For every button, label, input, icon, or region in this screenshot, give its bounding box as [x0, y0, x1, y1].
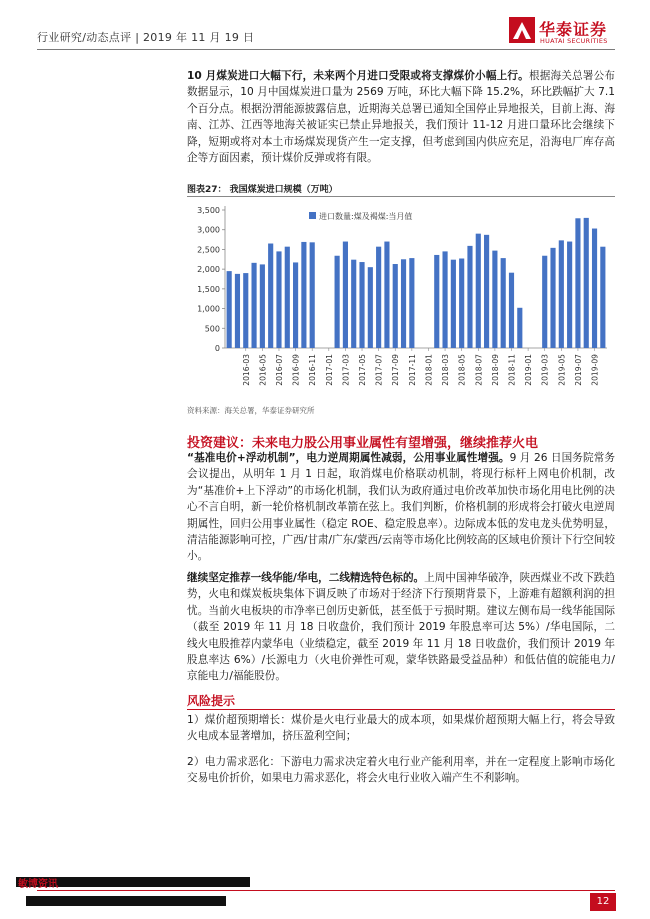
risk-item-2: 2）电力需求恶化：下游电力需求决定着火电行业产能利用率，并在一定程度上影响市场化交易电价折价，如果电力需求恶化，将会火电行业收入端产生不利影响。 [187, 756, 615, 785]
bar [509, 273, 514, 348]
x-tick-label: 2019-05 [557, 354, 567, 386]
bar [517, 308, 522, 348]
y-tick-label: 1,000 [197, 304, 220, 314]
section-investment-title: 投资建议：未来电力股公用事业属性有望增强，继续推荐火电 [187, 436, 539, 451]
footer-divider [37, 890, 615, 891]
header-divider [37, 49, 615, 50]
bar [600, 247, 605, 348]
bar [251, 263, 256, 348]
logo [509, 17, 619, 49]
bar [451, 260, 456, 348]
para-recommend [187, 570, 615, 685]
logo-cn-text: 华泰证券 [539, 20, 608, 39]
bar [409, 258, 414, 348]
bar [351, 260, 356, 348]
bar [442, 251, 447, 348]
x-tick-label: 2018-11 [507, 354, 517, 386]
bar [584, 218, 589, 348]
x-tick-label: 2018-09 [490, 354, 500, 386]
x-tick-label: 2018-03 [441, 354, 451, 386]
bar [260, 264, 265, 348]
figure-source: 资料来源：海关总署，华泰证券研究所 [187, 406, 315, 415]
footer-watermark-text: 敏博资讯 [18, 879, 58, 890]
para-investment-lead: “基准电价+浮动机制”，电力逆周期属性减弱，公用事业属性增强。 [187, 452, 510, 464]
bar [567, 242, 572, 348]
bar [359, 262, 364, 348]
x-tick-label: 2017-09 [391, 354, 401, 386]
bar [476, 234, 481, 348]
x-tick-label: 2018-07 [474, 354, 484, 386]
para-recommend-body: 上周中国神华破净，陕西煤业不改下跌趋势，火电和煤炭板块集体下调反映了市场对于经济下行预期背景下，上游难有超额利润的担忧。当前火电板块的市净率已创历史新低，甚至低于亏损时期。建议左侧布局一线华能国际（截至 2019 年 11 月 18 日收盘价，我们预计 2019 年股息率可达 5%）/华电国际，二线火电股推荐内蒙华电（业绩稳定，截至 2019 年 11 月 18 日收盘价，我们预计 2019 年股息率达 6%）/长源电力（火电价弹性可观，蒙华铁路最受益品种）和低估值的皖能电力/京能电力/福能股份。 [187, 572, 616, 683]
x-tick-label: 2019-07 [573, 354, 583, 386]
para-investment-body: 9 月 26 日国务院常务会议提出，从明年 1 月 1 日起，取消煤电价格联动机制，将现行标杆上网电价机制，改为“基准价+上下浮动”的市场化机制，我们认为政府通过电价改革加快市场化用电比例的决心不言自明，新一轮价格机制改革箭在弦上。我们判断，价格机制的形成将会打破火电逆周期属性，回归公用事业属性（稳定 ROE、稳定股息率）。边际成本低的发电龙头优势明显，清洁能源影响可控，广西/甘肃/广东/蒙西/云南等市场化比例较高的区域电价预计下行空间较小。 [187, 452, 615, 563]
y-tick-label: 1,500 [197, 284, 220, 294]
page-number: 12 [590, 893, 616, 911]
para-coal-import-body: 根据海关总署公布数据显示，10 月中国煤炭进口量为 2569 万吨，环比大幅下降 15.2%，环比跌幅扩大 7.1 个百分点。根据汾渭能源披露信息，近期海关总署已通知全国停止异地报关，目前上海、海南、江苏、江西等地海关被证实已禁止异地报关，我们预计 11-12 月进口量环比会继续下降，短期或将对本土市场煤炭现货产生一定支撑，但考虑到国内供应充足，沿海电厂库存高企等方面因素，预计煤价反弹或将有限。 [187, 70, 615, 165]
para-recommend-lead: 继续坚定推荐一线华能/华电，二线精选特色标的。 [187, 572, 425, 584]
y-tick-label: 2,000 [197, 265, 220, 275]
x-tick-label: 2019-09 [590, 354, 600, 386]
bar [301, 242, 306, 348]
figure-title: 图表27： 我国煤炭进口规模（万吨） [187, 185, 338, 195]
x-tick-label: 2019-03 [540, 354, 550, 386]
x-tick-label: 2016-05 [258, 354, 268, 386]
x-tick-label: 2017-01 [324, 354, 334, 386]
bar [293, 262, 298, 348]
x-tick-label: 2017-11 [407, 354, 417, 386]
huatai-logo-icon [509, 17, 535, 43]
risk-divider [187, 709, 615, 710]
bar [559, 240, 564, 348]
footer-redaction-bar-2 [26, 896, 226, 906]
bar [459, 258, 464, 348]
x-tick-label: 2018-01 [424, 354, 434, 386]
bar [276, 251, 281, 348]
bar [310, 242, 315, 348]
bar [592, 229, 597, 348]
bar [285, 247, 290, 348]
bar [343, 242, 348, 348]
bar [393, 264, 398, 348]
y-tick-label: 0 [214, 344, 220, 353]
bar [484, 235, 489, 348]
y-tick-label: 3,000 [197, 225, 220, 235]
bar [542, 256, 547, 348]
x-tick-label: 2018-05 [457, 354, 467, 386]
x-tick-label: 2017-07 [374, 354, 384, 386]
y-tick-label: 3,500 [197, 206, 220, 215]
logo-en-text: HUATAI SECURITIES [540, 37, 608, 45]
x-tick-label: 2016-03 [241, 354, 251, 386]
bar [550, 248, 555, 348]
para-investment [187, 450, 615, 565]
header-breadcrumb: 行业研究/动态点评 | 2019 年 11 月 19 日 [37, 31, 255, 44]
bar [243, 273, 248, 348]
bar [492, 251, 497, 348]
x-tick-label: 2017-03 [341, 354, 351, 386]
x-tick-label: 2016-09 [291, 354, 301, 386]
bar [268, 244, 273, 348]
y-tick-label: 2,500 [197, 245, 220, 255]
risk-item-1: 1）煤价超预期增长：煤价是火电行业最大的成本项，如果煤价超预期大幅上行，将会导致火电成本显著增加，挤压盈利空间； [187, 714, 615, 743]
bar [368, 267, 373, 348]
bar [467, 246, 472, 348]
figure-divider [187, 196, 615, 197]
para-coal-import [187, 68, 615, 166]
x-tick-label: 2016-11 [308, 354, 318, 386]
bar [376, 247, 381, 348]
para-coal-import-lead: 10 月煤炭进口大幅下行，未来两个月进口受限或将支撑煤价小幅上行。 [187, 70, 529, 82]
bar [401, 259, 406, 348]
bar [335, 256, 340, 348]
legend-swatch [309, 212, 316, 219]
bar [227, 271, 232, 348]
bar [384, 242, 389, 348]
x-tick-label: 2019-01 [524, 354, 534, 386]
bar [434, 255, 439, 348]
coal-import-chart [187, 198, 615, 400]
bar [501, 258, 506, 348]
risk-title: 风险提示 [187, 694, 236, 708]
x-tick-label: 2017-05 [358, 354, 368, 386]
bar [575, 218, 580, 348]
bar [235, 274, 240, 348]
x-tick-label: 2016-07 [274, 354, 284, 386]
y-tick-label: 500 [204, 324, 220, 334]
legend-label: 进口数量:煤及褐煤:当月值 [319, 212, 413, 221]
